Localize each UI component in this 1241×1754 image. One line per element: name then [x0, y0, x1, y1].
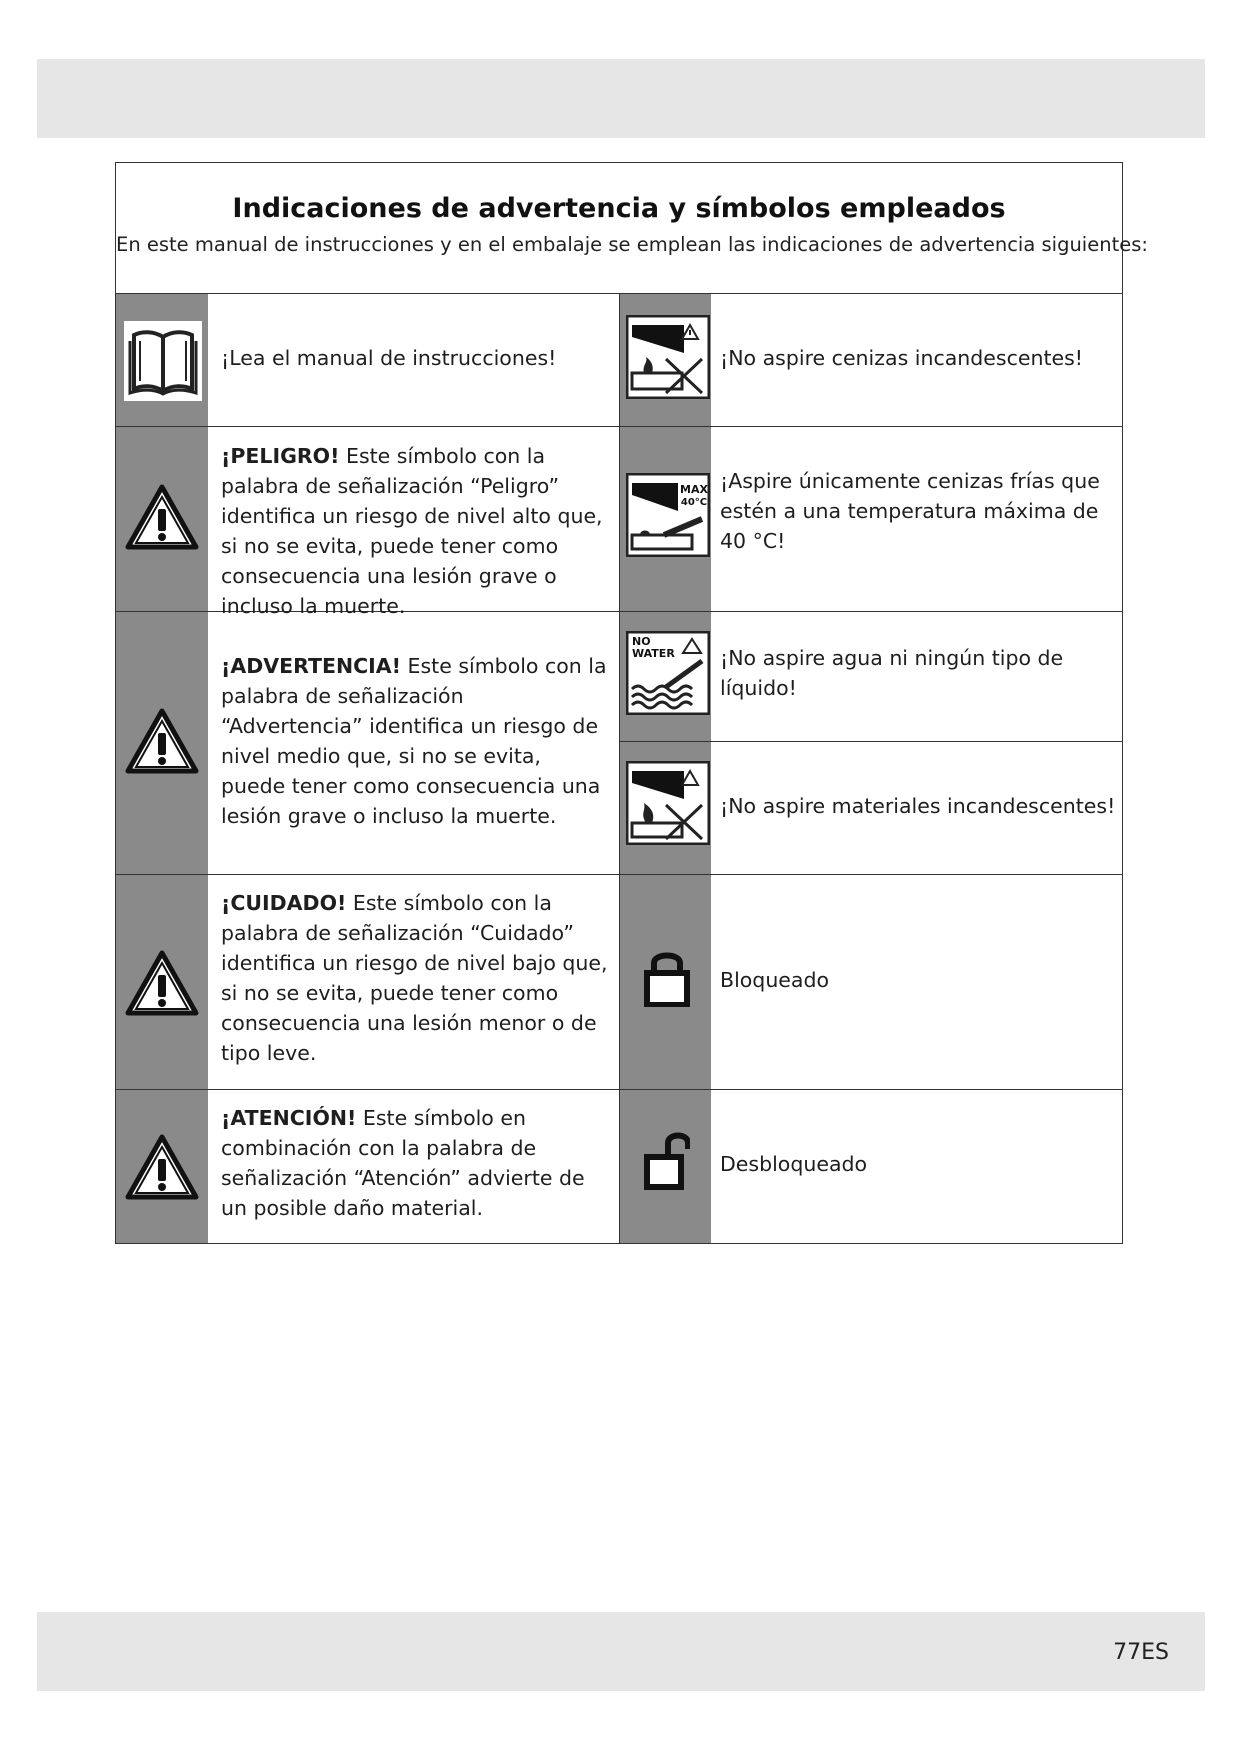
- no-water-icon-label-2: WATER: [632, 647, 675, 660]
- lock-open-icon: [644, 1131, 690, 1191]
- advertencia-body: Este símbolo con la palabra de señalización “Advertencia” identifica un riesgo de nivel medio que, si no se evita, puede tener como consecuencia una lesión grave o incluso la muerte.: [221, 654, 607, 828]
- table-title: Indicaciones de advertencia y símbolos empleados: [232, 193, 1006, 224]
- warning-symbols-table: [115, 162, 1148, 1244]
- cold-ashes-text: ¡Aspire únicamente cenizas frías que estén a una temperatura máxima de 40 °C!: [720, 469, 1100, 553]
- peligro-keyword: ¡PELIGRO!: [221, 444, 340, 468]
- atencion-body: Este símbolo en combinación con la palabra de señalización “Atención” advierte de un posible daño material.: [221, 1106, 585, 1220]
- atencion-keyword: ¡ATENCIÓN!: [221, 1106, 357, 1130]
- footer-band: [37, 1612, 1205, 1691]
- no-hot-ashes-icon: [626, 315, 710, 399]
- unlocked-text: Desbloqueado: [720, 1152, 868, 1176]
- cold-ashes-icon-label-1: MAX: [680, 483, 708, 496]
- cuidado-body: Este símbolo con la palabra de señalización “Cuidado” identifica un riesgo de nivel bajo que, si no se evita, puede tener como consecuencia una lesión menor o de tipo leve.: [221, 891, 608, 1065]
- top-band: [37, 59, 1205, 138]
- advertencia-text: [221, 651, 611, 831]
- atencion-text: [221, 1103, 611, 1223]
- book-icon: [124, 321, 202, 401]
- locked-text: Bloqueado: [720, 968, 830, 992]
- manual-text: ¡Lea el manual de instrucciones!: [221, 346, 557, 370]
- warning-triangle-icon: [124, 707, 200, 775]
- row-divider: [619, 741, 1122, 742]
- center-divider: [619, 294, 620, 1243]
- cuidado-text: [221, 888, 611, 1068]
- cold-ashes-icon: [626, 473, 710, 557]
- row-divider: [116, 1089, 1122, 1090]
- no-hot-materials-text: ¡No aspire materiales incandescentes!: [720, 794, 1116, 818]
- row-divider: [116, 874, 1122, 875]
- warning-triangle-icon: [124, 1133, 200, 1201]
- no-hot-ashes-text: ¡No aspire cenizas incandescentes!: [720, 346, 1084, 370]
- no-water-text: ¡No aspire agua ni ningún tipo de líquido!: [720, 646, 1064, 700]
- advertencia-keyword: ¡ADVERTENCIA!: [221, 654, 401, 678]
- lock-closed-icon: [644, 949, 690, 1007]
- peligro-body: Este símbolo con la palabra de señalización “Peligro” identifica un riesgo de nivel alto que, si no se evita, puede tener como consecuencia una lesión grave o incluso la muerte.: [221, 444, 603, 618]
- cold-ashes-icon-label-2: 40°C: [680, 497, 708, 508]
- peligro-text: [221, 441, 611, 621]
- page-number: 77ES: [1113, 1640, 1169, 1665]
- no-water-icon-label-1: NO: [632, 635, 651, 648]
- row-divider: [116, 426, 1122, 427]
- cuidado-keyword: ¡CUIDADO!: [221, 891, 347, 915]
- table-subtitle: En este manual de instrucciones y en el embalaje se emplean las indicaciones de advertencia siguientes:: [116, 233, 1148, 256]
- warning-triangle-icon: [124, 949, 200, 1017]
- warning-triangle-icon: [124, 483, 200, 551]
- no-hot-materials-icon: [626, 761, 710, 845]
- table-header: [116, 163, 1148, 294]
- no-water-icon: [626, 631, 710, 715]
